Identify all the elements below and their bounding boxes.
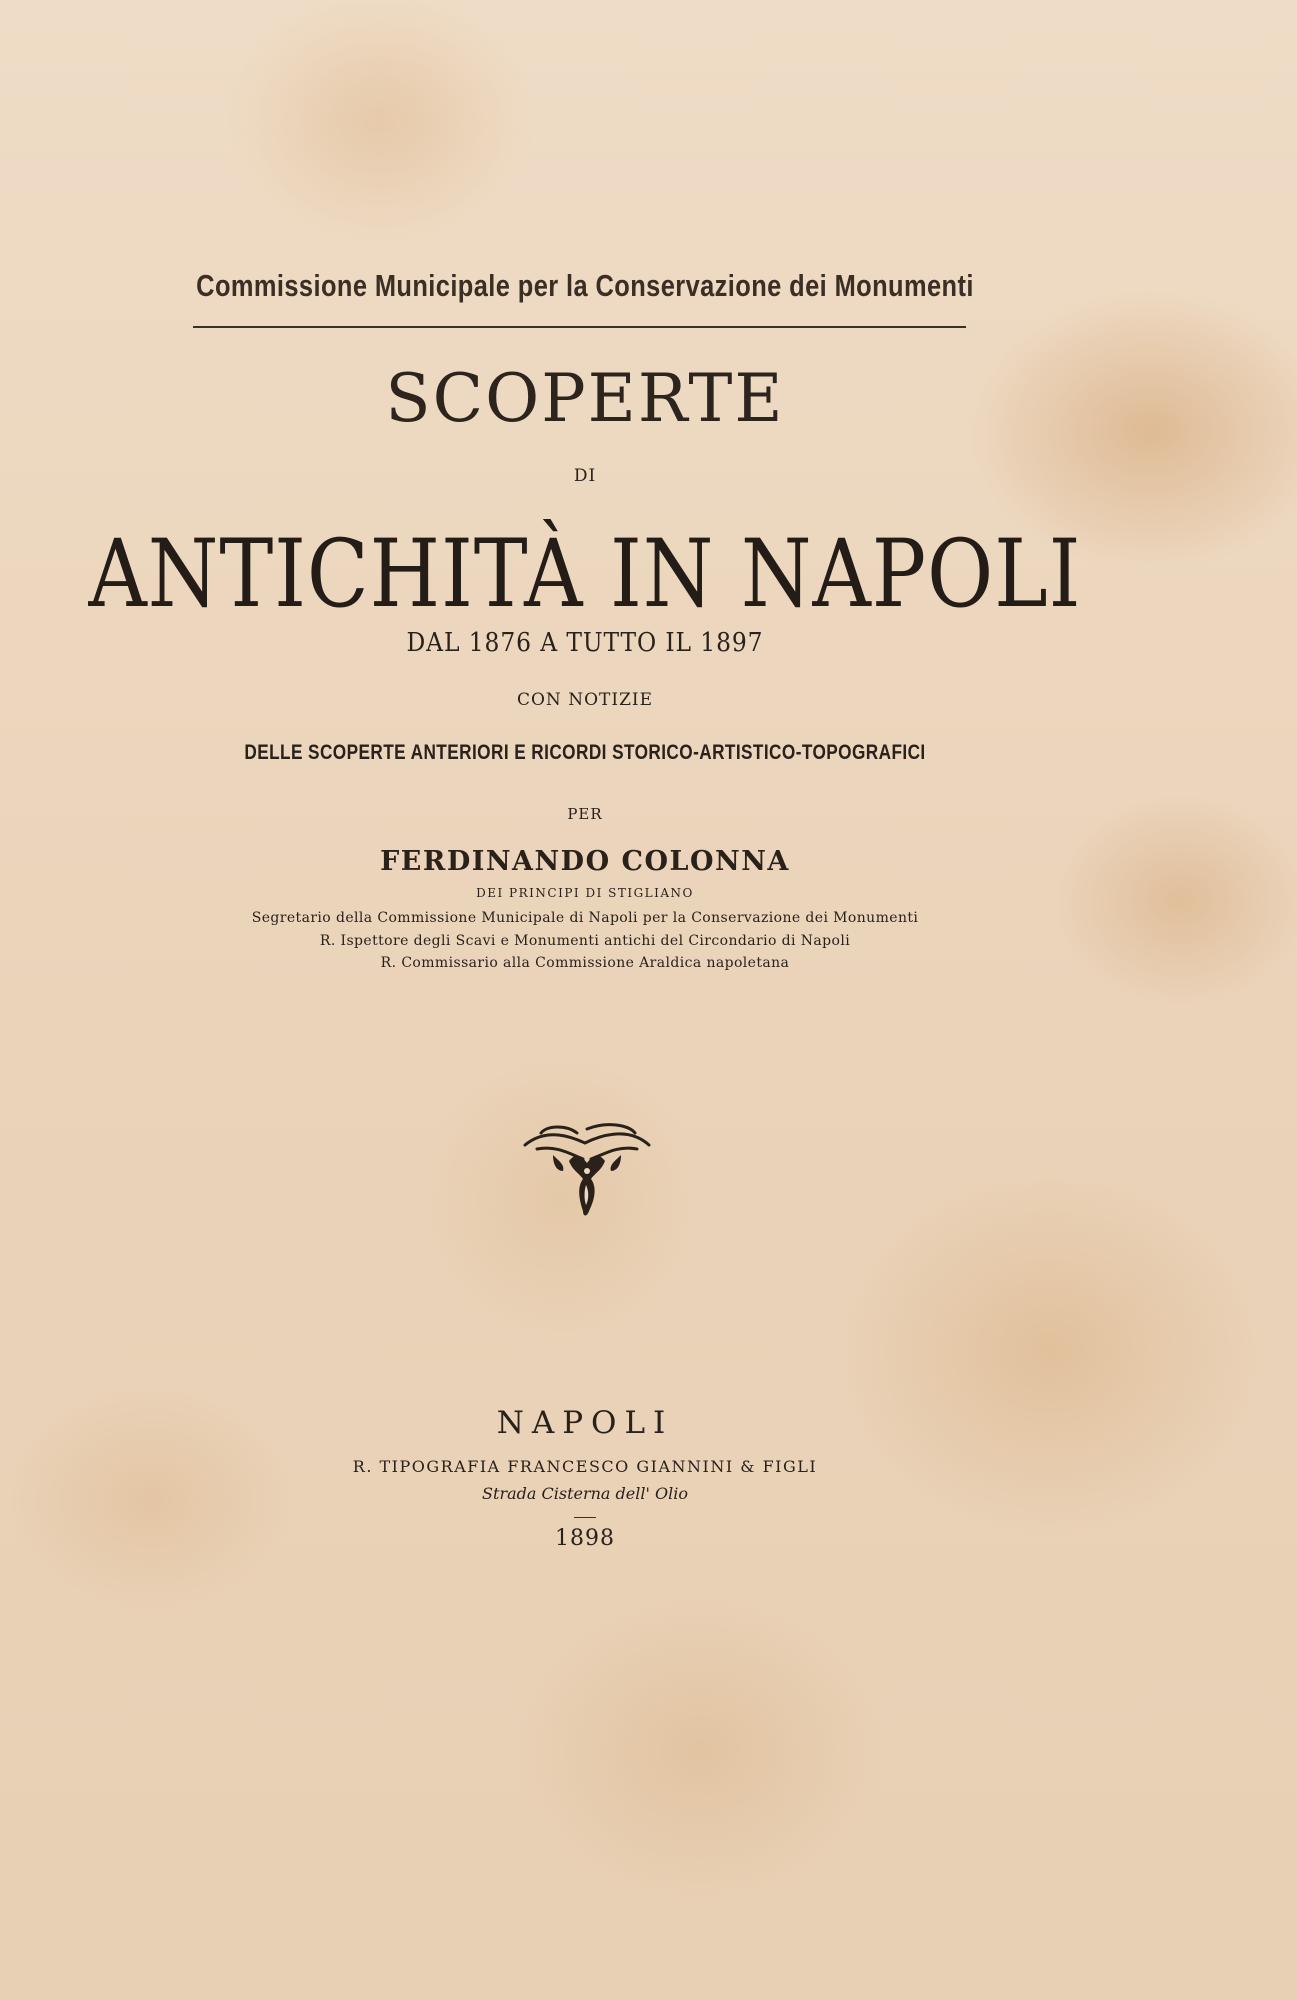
imprint-address: Strada Cisterna dell' Olio — [482, 1484, 688, 1503]
header-rule — [193, 326, 966, 328]
title-notice: CON NOTIZIE — [516, 690, 654, 710]
imprint-printer: R. TIPOGRAFIA FRANCESCO GIANNINI & FIGLI — [352, 1457, 818, 1476]
author-by: PER — [567, 805, 603, 823]
imprint-city: NAPOLI — [496, 1405, 674, 1441]
author-title: R. Commissario alla Commissione Araldica napoletana — [380, 955, 790, 971]
imprint-rule — [574, 1517, 596, 1518]
title-dates: DAL 1876 A TUTTO IL 1897 — [406, 628, 764, 658]
title-connector: DI — [573, 466, 597, 486]
author-title: R. Ispettore degli Scavi e Monumenti antichi del Circondario di Napoli — [319, 933, 851, 949]
author-title: Segretario della Commissione Municipale di Napoli per la Conservazione dei Monumenti — [251, 910, 919, 926]
title-line-1: SCOPERTE — [385, 360, 785, 437]
title-subtitle: DELLE SCOPERTE ANTERIORI E RICORDI STORICO-ARTISTICO-TOPOGRAFICI — [244, 741, 926, 764]
floral-vignette-icon — [517, 1115, 657, 1220]
commission-header: Commissione Municipale per la Conservazione dei Monumenti — [196, 268, 974, 303]
imprint-year: 1898 — [555, 1526, 615, 1551]
author-lineage: DEI PRINCIPI DI STIGLIANO — [476, 886, 694, 900]
author-name: FERDINANDO COLONNA — [380, 846, 790, 877]
title-line-2: ANTICHITÀ IN NAPOLI — [88, 520, 1082, 629]
